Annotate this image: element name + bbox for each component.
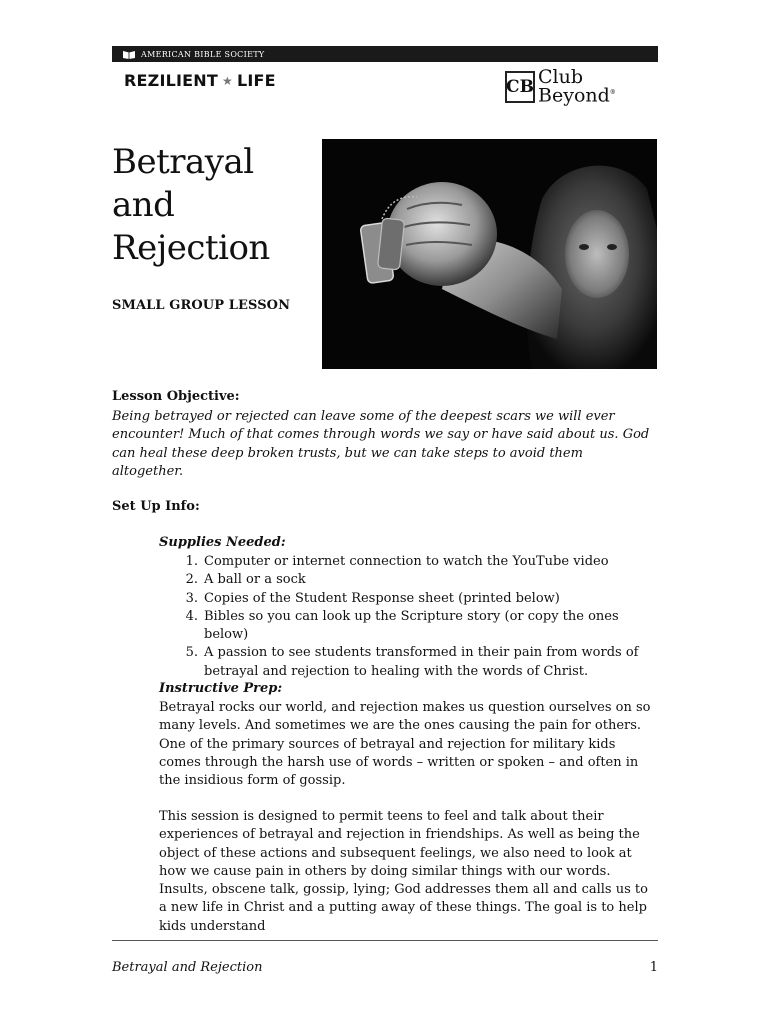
logo-word-1: REZILIENT [124, 71, 218, 90]
publisher-name: AMERICAN BIBLE SOCIETY [141, 49, 265, 59]
publisher-logo [122, 47, 264, 61]
list-item [159, 644, 659, 681]
objective-text: Being betrayed or rejected can leave some of the deepest scars we will ever encounter! Much of that comes through words we say or have said about us. God can heal these deep broken trusts, but we can take steps to avoid them altogether. [112, 409, 650, 479]
list-item [159, 571, 659, 589]
footer-divider [112, 940, 658, 941]
instructive-prep-heading: Instructive Prep: [159, 681, 283, 696]
list-item [159, 553, 659, 571]
instructive-prep-paragraph-2: This session is designed to permit teens to feel and talk about their experiences of betrayal and rejection in friendships. As well as being the object of these actions and subsequent feelings, we also need to look at how we cause pain in others by doing similar things with our words. Insults, obscene talk, gossip, lying; God addresses them all and calls us to a new life in Christ and a putting away of these things. The goal is to help kids understand [159, 809, 648, 934]
list-text: A ball or a sock [204, 572, 306, 588]
supplies-list [159, 553, 659, 681]
photo-illustration [322, 139, 657, 369]
list-text: Bibles so you can look up the Scripture story (or copy the ones below) [204, 608, 619, 643]
page-number: 1 [649, 960, 658, 975]
logo-word-2: LIFE [236, 71, 276, 90]
list-text: Computer or internet connection to watch the YouTube video [204, 554, 609, 569]
list-text: Copies of the Student Response sheet (printed below) [204, 590, 560, 606]
hooded-teen-fist-photo [322, 139, 657, 369]
open-book-icon [122, 49, 136, 59]
beyond-word-line: Beyond® [538, 84, 616, 107]
club-word: Club [538, 66, 584, 88]
page-subtitle: SMALL GROUP LESSON [112, 298, 291, 313]
supplies-heading: Supplies Needed: [159, 535, 286, 550]
page-title: Betrayal and Rejection [112, 142, 270, 268]
club-beyond-emblem-icon: CB [505, 71, 535, 103]
list-number: 4. [185, 608, 198, 624]
list-number: 1. [185, 554, 198, 569]
publisher-bar [112, 46, 658, 62]
list-item [159, 608, 659, 645]
list-number: 5. [185, 645, 198, 661]
list-item [159, 590, 659, 608]
list-text: A passion to see students transformed in their pain from words of betrayal and rejection to healing with the words of Christ. [204, 645, 639, 679]
instructive-prep-paragraph-1: Betrayal rocks our world, and rejection makes us question ourselves on so many levels. And sometimes we are the ones causing the pain for others. One of the primary sources of betrayal and rejection for military kids comes through the harsh use of words – written or spoken – and often in the insidious form of gossip. [159, 700, 651, 789]
list-number: 3. [185, 590, 198, 606]
objective-heading: Lesson Objective: [112, 389, 240, 404]
club-beyond-logo [505, 66, 616, 107]
registered-mark: ® [609, 89, 616, 96]
rezilient-life-logo [124, 71, 276, 90]
club-beyond-wordmark [538, 66, 616, 107]
setup-heading: Set Up Info: [112, 499, 200, 514]
list-number: 2. [185, 572, 198, 588]
star-icon: ★ [222, 73, 233, 88]
footer-title: Betrayal and Rejection [112, 960, 263, 975]
